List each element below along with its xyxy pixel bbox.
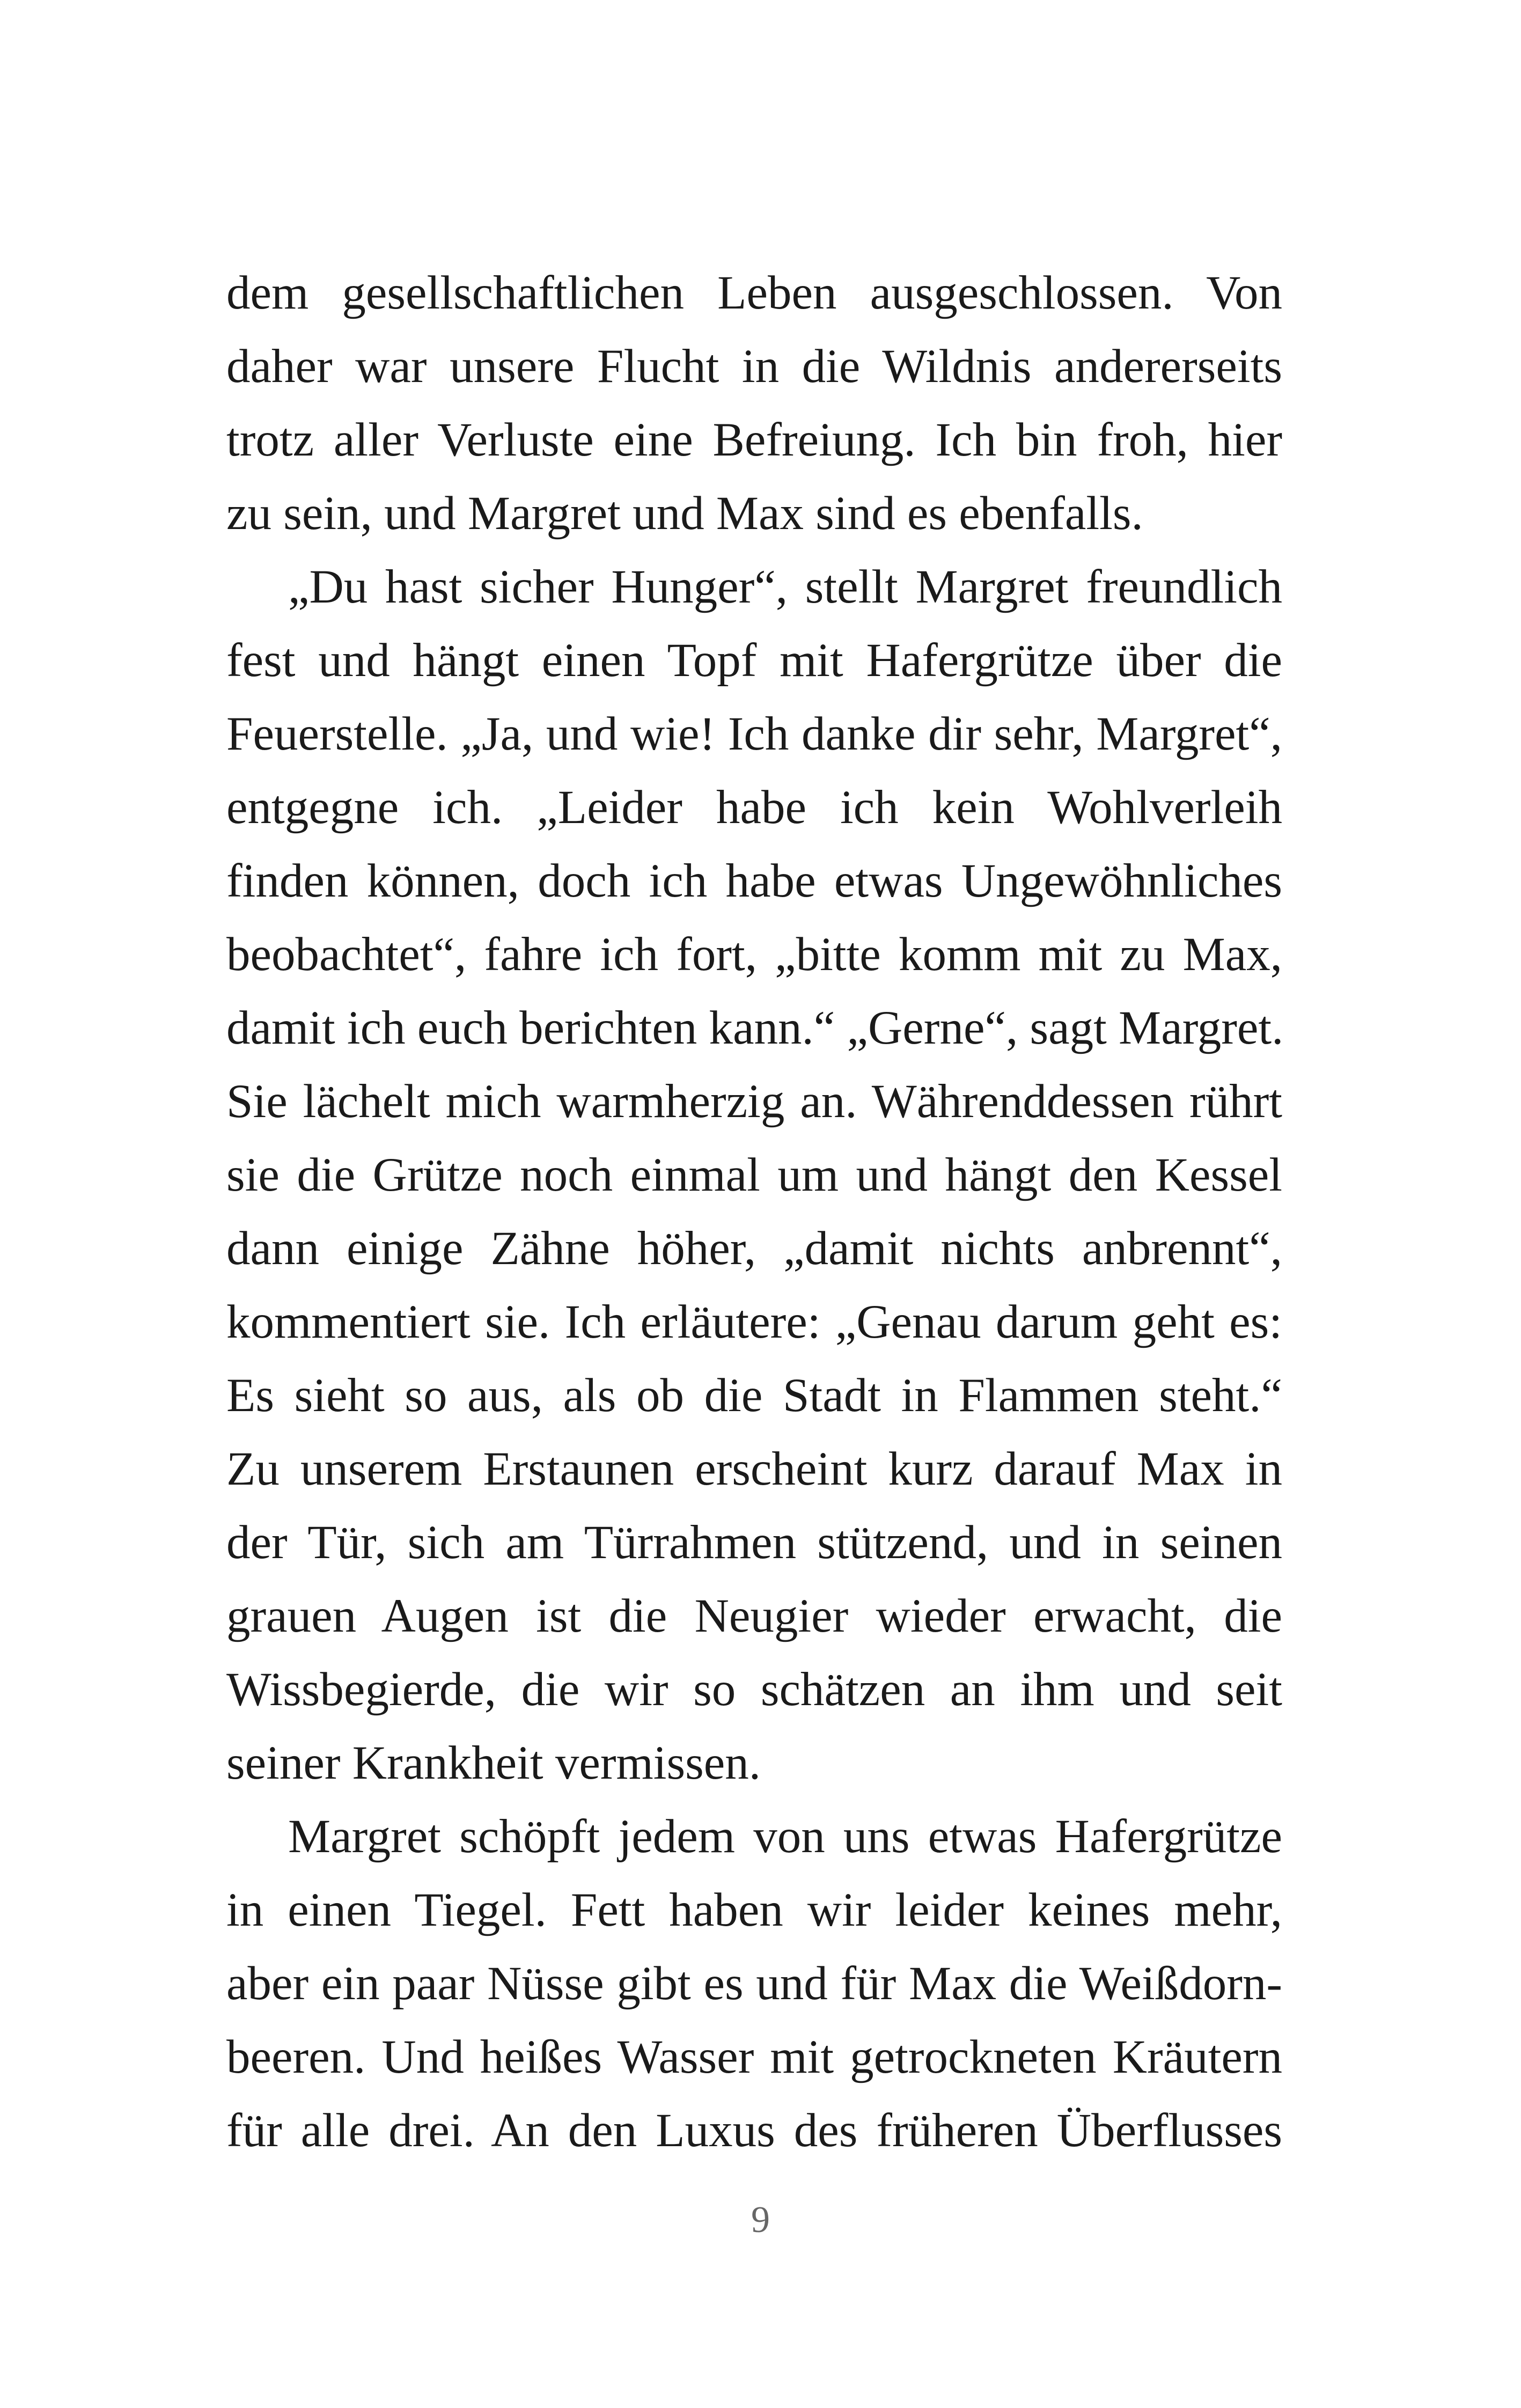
body-text — [226, 256, 1282, 2168]
text-line: daher war unsere Flucht in die Wildnis andererseits — [226, 340, 1282, 393]
text-line: fest und hängt einen Topf mit Hafergrütze über die — [226, 634, 1282, 687]
text-line: grauen Augen ist die Neugier wieder erwacht, die — [226, 1590, 1282, 1642]
text-line: Es sieht so aus, als ob die Stadt in Flammen steht.“ — [226, 1369, 1282, 1422]
text-line: Zu unserem Erstaunen erscheint kurz darauf Max in — [226, 1443, 1282, 1495]
text-line: Margret schöpft jedem von uns etwas Hafergrütze — [288, 1810, 1282, 1863]
text-line: Sie lächelt mich warmherzig an. Währenddessen rührt — [226, 1075, 1282, 1128]
text-line: damit ich euch berichten kann.“ „Gerne“, sagt Margret. — [226, 1002, 1284, 1054]
text-line: „Du hast sicher Hunger“, stellt Margret freundlich — [288, 561, 1282, 613]
text-line: entgegne ich. „Leider habe ich kein Wohlverleih — [226, 781, 1282, 834]
text-line: sie die Grütze noch einmal um und hängt den Kessel — [226, 1149, 1282, 1201]
text-line: dem gesellschaftlichen Leben ausgeschlossen. Von — [226, 267, 1282, 319]
text-line: dann einige Zähne höher, „damit nichts anbrennt“, — [226, 1222, 1282, 1275]
text-line: aber ein paar Nüsse gibt es und für Max die Weißdorn- — [226, 1957, 1282, 2010]
text-line: der Tür, sich am Türrahmen stützend, und in seinen — [226, 1516, 1282, 1569]
text-line: beeren. Und heißes Wasser mit getrockneten Kräutern — [226, 2031, 1282, 2083]
text-line: finden können, doch ich habe etwas Ungewöhnliches — [226, 855, 1282, 907]
page-number: 9 — [751, 2199, 770, 2241]
text-line: für alle drei. An den Luxus des früheren Überflusses — [226, 2104, 1282, 2157]
text-line: Feuerstelle. „Ja, und wie! Ich danke dir sehr, Margret“, — [226, 708, 1282, 760]
text-line: trotz aller Verluste eine Befreiung. Ich bin froh, hier — [226, 414, 1282, 466]
text-line: in einen Tiegel. Fett haben wir leider keines mehr, — [226, 1884, 1282, 1936]
text-line: kommentiert sie. Ich erläutere: „Genau darum geht es: — [226, 1296, 1282, 1348]
text-line: zu sein, und Margret und Max sind es ebenfalls. — [226, 487, 1143, 540]
text-line: seiner Krankheit vermissen. — [226, 1737, 761, 1789]
text-line: Wissbegierde, die wir so schätzen an ihm und seit — [226, 1663, 1282, 1716]
text-line: beobachtet“, fahre ich fort, „bitte komm mit zu Max, — [226, 928, 1282, 981]
